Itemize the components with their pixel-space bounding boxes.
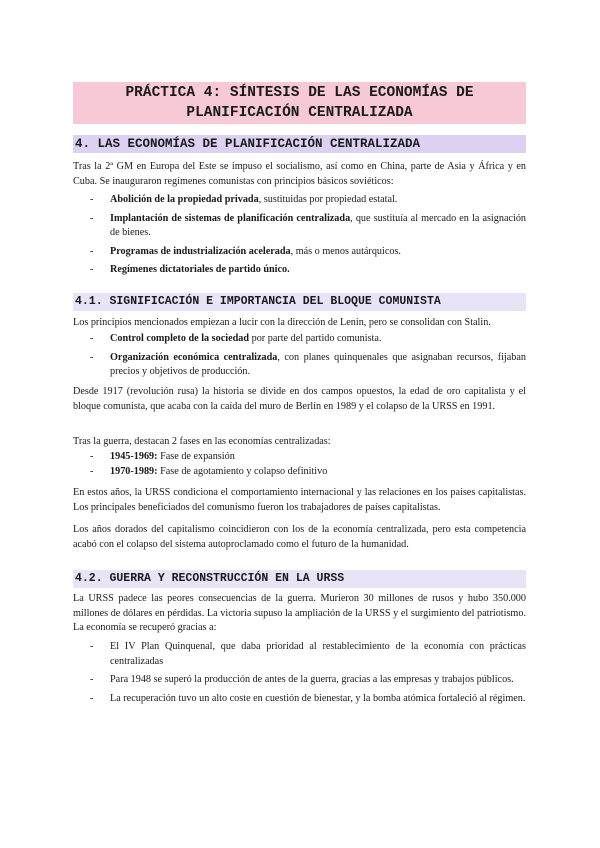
list-item [73,212,526,241]
list-item [73,245,526,260]
section-4-2-heading: 4.2. GUERRA Y RECONSTRUCCIÓN EN LA URSS [73,570,526,588]
list-item-bold: Regímenes dictatoriales de partido único. [110,264,290,276]
list-item: - Para 1948 se superó la producción de antes de la guerra, gracias a las empresas y trabajos públicos. [73,673,526,688]
list-item [73,465,526,480]
section-4-2-intro: La URSS padece las peores consecuencias de la guerra. Murieron 30 millones de rusos y hubo 350.000 millones de dólares en pérdidas. La victoria supuso la ampliación de la URSS y el surgimiento del patriotismo. La economía se recuperó gracias a: [73,593,526,634]
list-item [73,450,526,465]
page-title [73,82,526,124]
list-item-text: Fase de expansión [157,451,235,462]
section-4-principles-list [73,193,526,278]
list-item [73,263,526,278]
list-item-text: , que sustituía al mercado en la asignación de bienes. [110,212,527,239]
section-4-heading: 4. LAS ECONOMÍAS DE PLANIFICACIÓN CENTRALIZADA [73,135,526,153]
list-item-bold: 1945-1969: [110,451,158,462]
section-4-1-phases-list [73,450,526,479]
list-item-text: por parte del partido comunista. [249,333,382,344]
list-item-bold: Programas de industrialización acelerada [110,245,291,257]
list-item-text: Fase de agotamiento y colapso definitivo [157,465,328,477]
list-item-bold: Organización económica centralizada [110,351,278,363]
section-4-1-phases-intro: Tras la guerra, destacan 2 fases en las economías centralizadas: [73,436,331,447]
section-4-intro: Tras la 2ª GM en Europa del Este se impuso el socialismo, así como en China, parte de Asia y África y en Cuba. Se inauguraron regímenes comunistas con principios básicos soviéticos: [73,161,526,187]
list-item: - La recuperación tuvo un alto coste en cuestión de bienestar, y la bomba atómica fortaleció al régimen. [73,692,526,707]
section-4-1-history-paragraph: Desde 1917 (revolución rusa) la historia se divide en dos campos opuestos, la edad de oro capitalista y el bloque comunista, que acaba con la caída del muro de Berlín en 1989 y el colapso de la URSS en 1991. [73,386,526,412]
list-item-bold: Implantación de sistemas de planificación centralizada [110,212,351,224]
list-item-text: , con planes quinquenales que asignaban recursos, fijaban precios y objetivos de producción. [110,351,526,378]
section-4-1-list [73,332,526,380]
section-4-2-list [73,640,526,706]
section-4-1-intro: Los principios mencionados empiezan a lucir con la dirección de Lenin, pero se consolidan con Stalin. [73,317,491,328]
section-4-1-golden-years-paragraph: Los años dorados del capitalismo coincidieron con los de la economía centralizada, pero esta competencia acabó con el colapso del sistema autoproclamado como el futuro de la humanidad. [73,524,526,550]
list-item [73,351,526,380]
list-item-text: , más o menos autárquicos. [290,245,401,257]
section-4-1-heading: 4.1. SIGNIFICACIÓN E IMPORTANCIA DEL BLOQUE COMUNISTA [73,293,526,311]
list-item-bold: Control completo de la sociedad [110,333,250,344]
list-item [73,332,526,347]
list-item-text: , sustituidas por propiedad estatal. [258,194,398,205]
page-title-line1: PRÁCTICA 4: SÍNTESIS DE LAS ECONOMÍAS DE [125,85,474,101]
page-title-line2: PLANIFICACIÓN CENTRALIZADA [186,105,413,121]
section-4-1-urss-paragraph: En estos años, la URSS condiciona el comportamiento internacional y las relaciones en los países capitalistas. Los principales beneficiados del comunismo fueron los trabajadores de países capitalistas. [73,487,526,513]
list-item: - El IV Plan Quinquenal, que daba prioridad al restablecimiento de la economía con prácticas centralizadas [73,640,526,669]
list-item-bold: Abolición de la propiedad privada [110,194,259,205]
list-item-bold: 1970-1989: [110,465,158,477]
list-item [73,193,526,208]
